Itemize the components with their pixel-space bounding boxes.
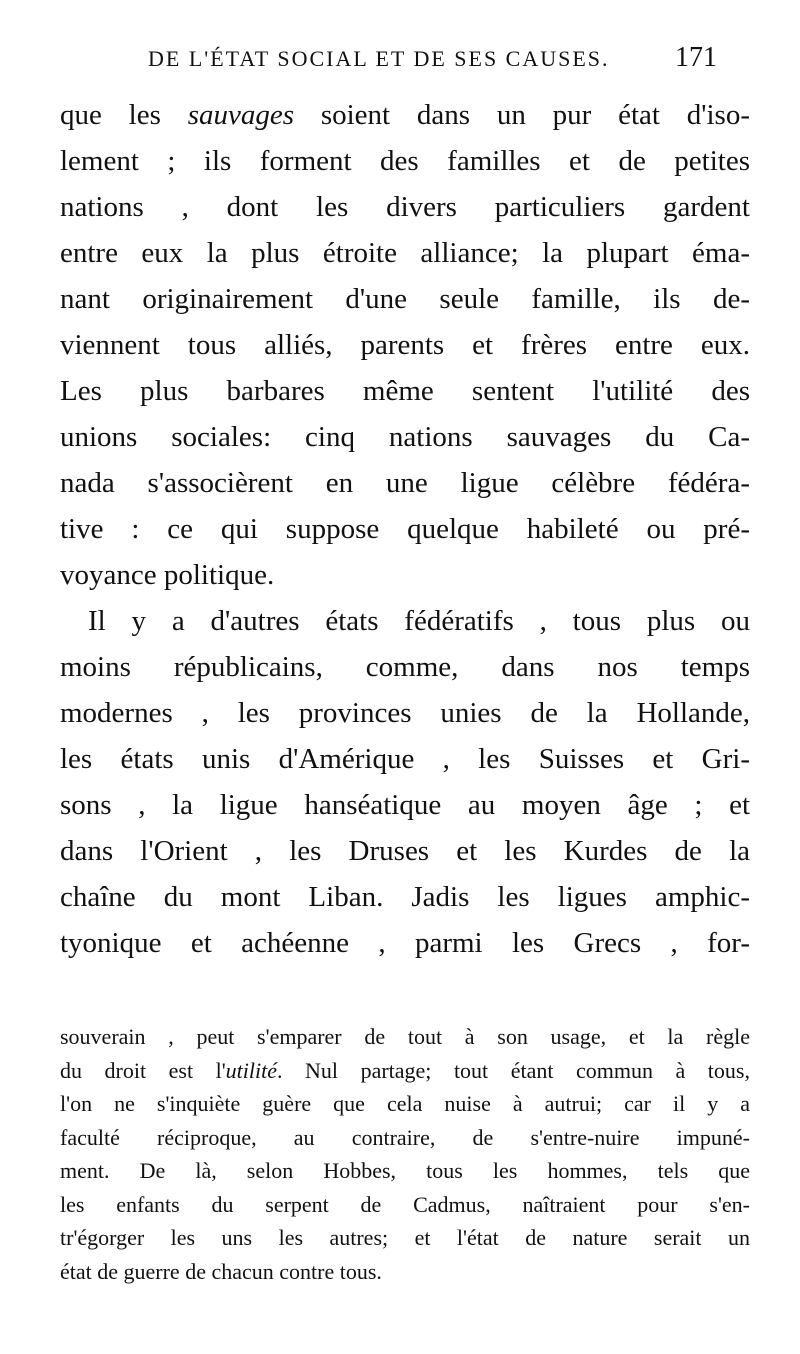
main-text-body	[60, 92, 750, 966]
text-line: tyonique et achéenne , parmi les Grecs , for-	[60, 927, 750, 959]
text-line: dans l'Orient , les Druses et les Kurdes de la	[60, 835, 750, 867]
footnote-line: souverain , peut s'emparer de tout à son usage, et la règle	[60, 1024, 750, 1049]
text-line: moins républicains, comme, dans nos temps	[60, 651, 750, 683]
text-line: viennent tous alliés, parents et frères entre eux.	[60, 329, 750, 361]
paragraph-end-line: voyance politique.	[60, 559, 275, 591]
footnote-line: tr'égorger les uns les autres; et l'état de nature serait un	[60, 1225, 750, 1250]
page-number: 171	[675, 42, 717, 73]
text-line: nada s'associèrent en une ligue célèbre fédéra-	[60, 467, 750, 499]
text-line: nations , dont les divers particuliers gardent	[60, 191, 750, 223]
text-line: nant originairement d'une seule famille, ils de-	[60, 283, 750, 315]
footnote-line: faculté réciproque, au contraire, de s'entre-nuire impuné-	[60, 1124, 750, 1150]
footnote-end-line: état de guerre de chacun contre tous.	[60, 1258, 382, 1284]
text-line: que les sauvages soient dans un pur état d'iso-	[60, 99, 750, 131]
running-title: DE L'ÉTAT SOCIAL ET DE SES CAUSES.	[148, 46, 610, 71]
footnote-line: les enfants du serpent de Cadmus, naîtraient pour s'en-	[60, 1191, 750, 1217]
text-line: Les plus barbares même sentent l'utilité des	[60, 375, 750, 407]
emphasized-word: sauvages	[187, 99, 295, 131]
paragraph-start-line: Il y a d'autres états fédératifs , tous plus ou	[88, 605, 750, 637]
footnote-line: l'on ne s'inquiète guère que cela nuise à autrui; car il y a	[60, 1091, 750, 1116]
text-line: unions sociales: cinq nations sauvages du Ca-	[60, 421, 750, 453]
text-line: modernes , les provinces unies de la Hollande,	[60, 697, 750, 729]
text-line: entre eux la plus étroite alliance; la plupart éma-	[60, 237, 750, 269]
footnote-line: du droit est l'utilité. Nul partage; tout étant commun à tous,	[60, 1057, 750, 1083]
footnote	[60, 1020, 750, 1288]
running-head	[130, 42, 770, 76]
emphasized-word: utilité	[225, 1057, 277, 1083]
text-line: sons , la ligue hanséatique au moyen âge ; et	[60, 789, 750, 821]
text-line: lement ; ils forment des familles et de petites	[60, 145, 750, 177]
footnote-line: ment. De là, selon Hobbes, tous les hommes, tels que	[60, 1158, 750, 1183]
text-line: les états unis d'Amérique , les Suisses et Gri-	[60, 743, 750, 775]
text-line: tive : ce qui suppose quelque habileté ou pré-	[60, 513, 750, 545]
text-line: chaîne du mont Liban. Jadis les ligues amphic-	[60, 881, 750, 913]
